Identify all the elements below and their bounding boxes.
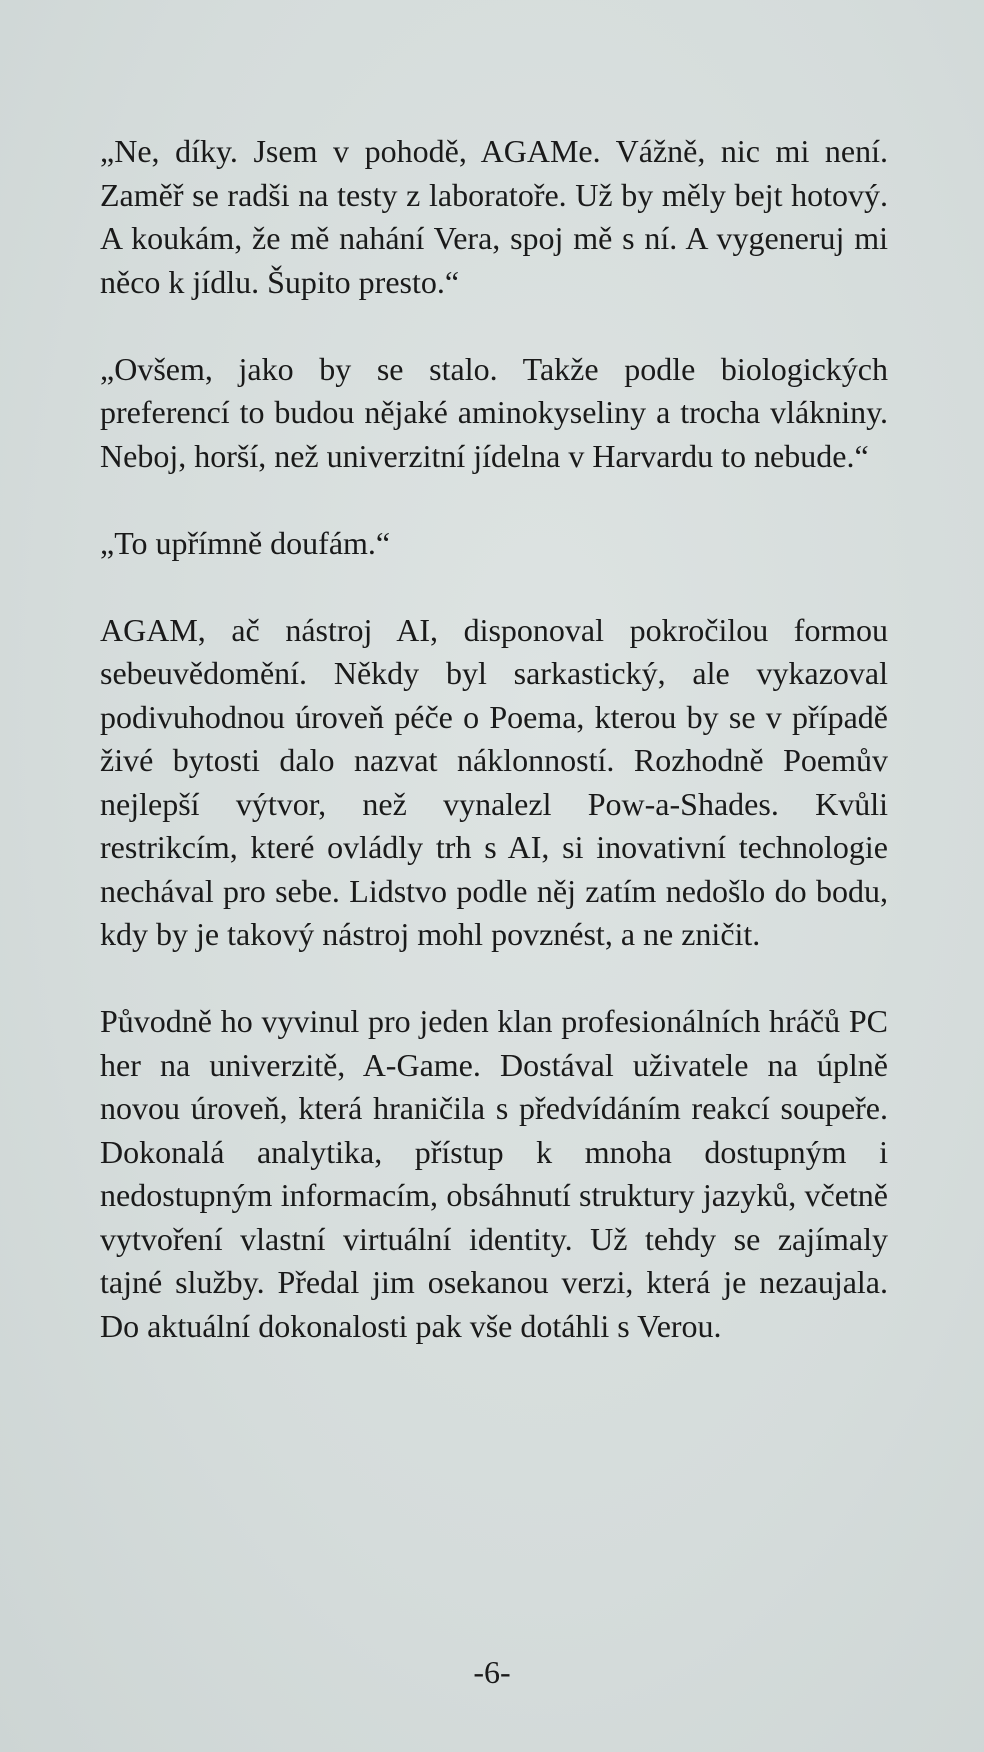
narrative-paragraph: AGAM, ač nástroj AI, disponoval pokročilou formou sebeuvědomění. Někdy byl sarkastický, ale vykazoval podivuhodnou úroveň péče o Poema, kterou by se v případě živé bytosti dalo nazvat náklonností. Rozhodně Poemův nejlepší výtvor, než vynalezl Pow-a-Shades. Kvůli restrikcím, které ovládly trh s AI, si inovativní technologie nechával pro sebe. Lidstvo podle něj zatím nedošlo do bodu, kdy by je takový nástroj mohl povznést, a ne zničit. — [100, 611, 888, 952]
narrative-paragraph: Původně ho vyvinul pro jeden klan profesionálních hráčů PC her na univerzitě, A-Game. Dostával uživatele na úplně novou úroveň, která hraničila s předvídáním reakcí soupeře. Dokonalá analytika, přístup k mnoha dostupným i nedostupným informacím, obsáhnutí struktury jazyků, včetně vytvoření vlastní virtuální identity. Už tehdy se zajímaly tajné služby. Předal jim osekanou verzi, která je nezaujala. Do aktuální dokonalosti pak vše dotáhli s Verou. — [100, 1003, 888, 1344]
dialogue-paragraph: „Ne, díky. Jsem v pohodě, AGAMe. Vážně, nic mi není. Zaměř se radši na testy z laboratoře. Už by měly bejt hotový. A koukám, že mě nahání Vera, spoj mě s ní. A vygeneruj mi něco k jídlu. Šupito presto.“ — [100, 133, 888, 300]
page-body — [100, 130, 888, 1392]
page-number: -6- — [473, 1654, 511, 1690]
dialogue-paragraph: „To upřímně doufám.“ — [100, 524, 391, 561]
dialogue-paragraph: „Ovšem, jako by se stalo. Takže podle biologických preferencí to budou nějaké aminokyseliny a trocha vlákniny. Neboj, horší, než univerzitní jídelna v Harvardu to nebude.“ — [100, 350, 888, 474]
